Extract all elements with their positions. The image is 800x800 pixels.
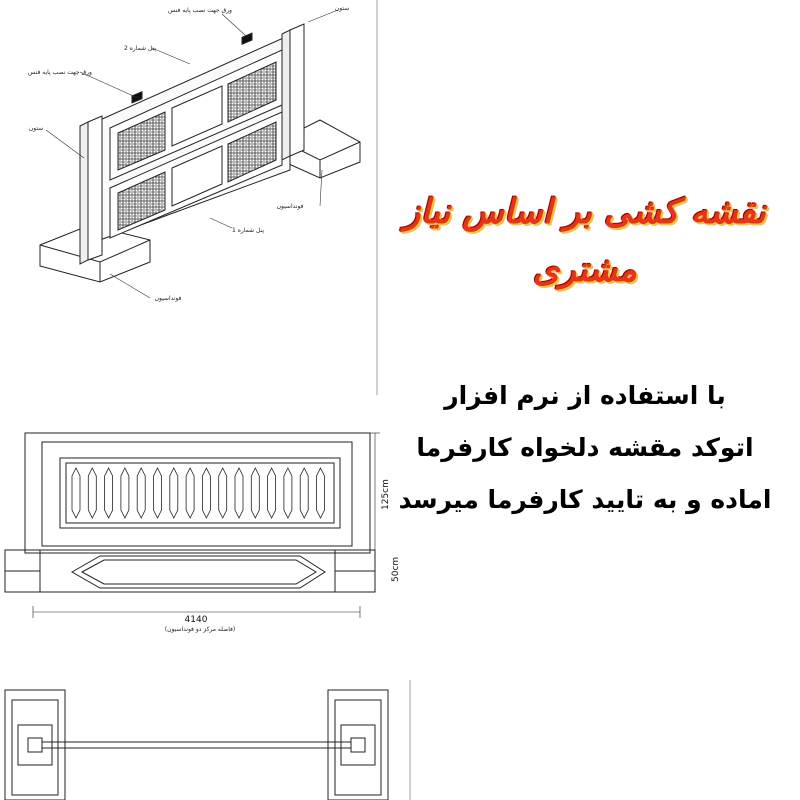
dimension-height: 125cm xyxy=(381,479,391,510)
dimension-width-caption: (فاصله مرکز دو فونداسیون) xyxy=(164,626,236,633)
stud-plate xyxy=(242,33,252,44)
baluster xyxy=(219,468,227,518)
description-line-1: با استفاده از نرم افزار xyxy=(444,381,726,410)
label-panel-1: پنل شماره 1 xyxy=(231,227,265,234)
isometric-fence-view xyxy=(40,24,360,282)
baluster xyxy=(317,468,325,518)
label-panel-2: پنل شماره 2 xyxy=(123,45,157,52)
baluster-row xyxy=(72,468,325,518)
dimension-base: 50cm xyxy=(391,556,401,582)
baluster xyxy=(88,468,96,518)
baluster xyxy=(284,468,292,518)
description-line-2: اتوکد مقشه دلخواه کارفرما xyxy=(416,433,754,462)
column-right xyxy=(290,24,304,156)
label-foundation-bottom: فونداسیون xyxy=(154,295,182,302)
baluster xyxy=(251,468,259,518)
baluster xyxy=(121,468,129,518)
lower-hexagon-panel xyxy=(72,556,325,588)
description-line-3: اماده و به تایید کارفرما میرسد xyxy=(398,485,772,514)
label-stud-plate-top: ورق جهت نصب پایه فنس xyxy=(168,7,232,14)
description-block xyxy=(385,370,785,526)
baluster xyxy=(137,468,145,518)
dimension-lines xyxy=(33,433,380,618)
baluster xyxy=(72,468,80,518)
baluster xyxy=(170,468,178,518)
headline-line-2: مشتری xyxy=(532,250,638,290)
headline-line-1: نقشه کشی بر اساس نیاز xyxy=(404,192,766,232)
label-column-right: ستون xyxy=(334,5,350,12)
baluster xyxy=(202,468,210,518)
headline-block xyxy=(385,183,785,299)
baluster xyxy=(186,468,194,518)
baluster xyxy=(105,468,113,518)
label-foundation-right: فونداسیون xyxy=(276,203,304,210)
baluster xyxy=(235,468,243,518)
baluster xyxy=(300,468,308,518)
plan-view xyxy=(5,690,388,800)
front-elevation xyxy=(5,433,375,592)
dimension-width: 4140 xyxy=(184,615,208,625)
label-stud-plate-left: ورق جهت نصب پایه فنس xyxy=(28,69,92,76)
label-column-left: ستون xyxy=(28,125,44,132)
column-left xyxy=(88,116,102,260)
baluster xyxy=(268,468,276,518)
baluster xyxy=(154,468,162,518)
